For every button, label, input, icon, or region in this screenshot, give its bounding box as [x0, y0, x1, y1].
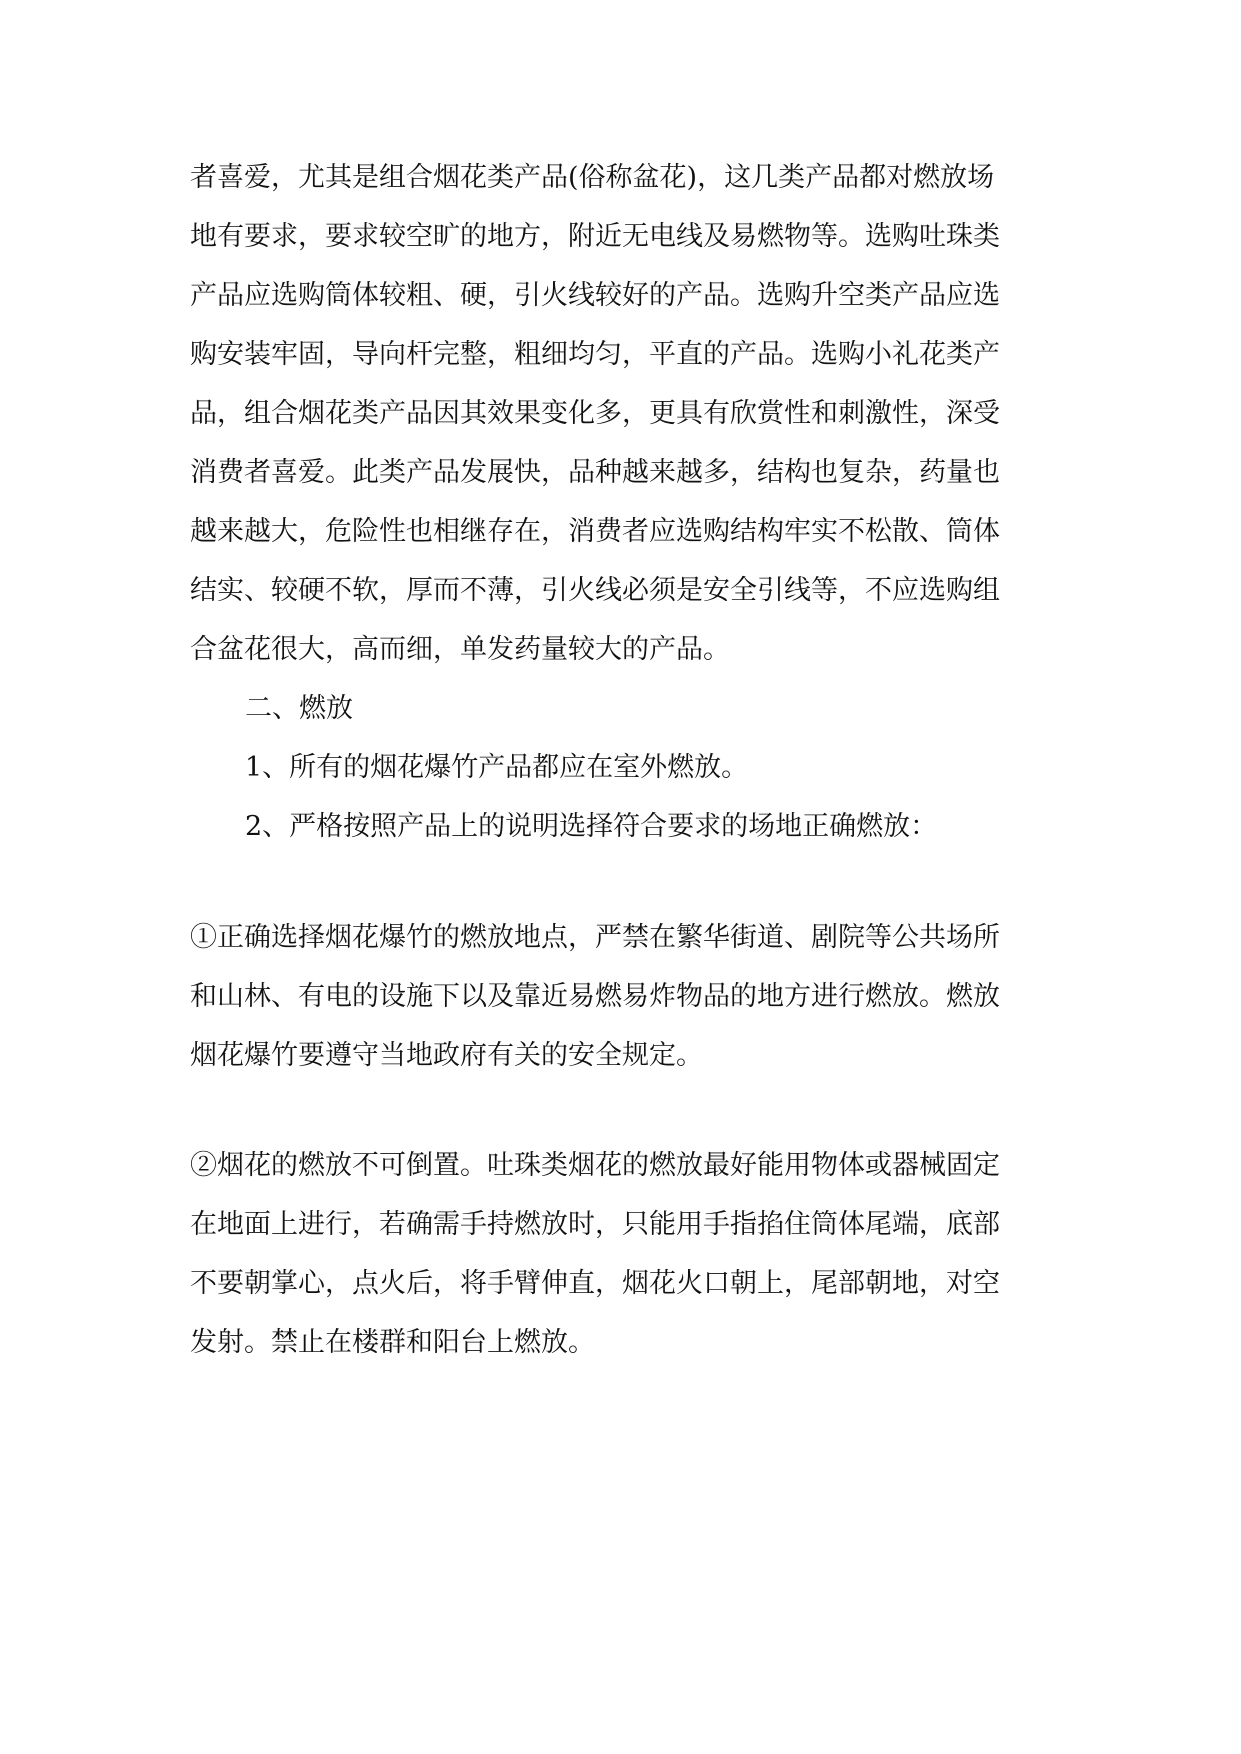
sub-item-line: 不要朝掌心，点火后，将手臂伸直，烟花火口朝上，尾部朝地，对空: [190, 1268, 1000, 1299]
sub-item-line: ①正确选择烟花爆竹的燃放地点，严禁在繁华街道、剧院等公共场所: [190, 922, 1000, 953]
sub-item-line: 发射。禁止在楼群和阳台上燃放。: [190, 1327, 595, 1358]
paragraph-line: 者喜爱，尤其是组合烟花类产品(俗称盆花)，这几类产品都对燃放场: [190, 162, 995, 193]
paragraph-line: 品，组合烟花类产品因其效果变化多，更具有欣赏性和刺激性，深受: [190, 398, 1000, 429]
paragraph-line: 产品应选购筒体较粗、硬，引火线较好的产品。选购升空类产品应选: [190, 280, 1000, 311]
paragraph-line: 合盆花很大，高而细，单发药量较大的产品。: [190, 634, 730, 665]
paragraph-line: 消费者喜爱。此类产品发展快，品种越来越多，结构也复杂，药量也: [190, 457, 1000, 488]
paragraph-line: 结实、较硬不软，厚而不薄，引火线必须是安全引线等，不应选购组: [190, 575, 1000, 606]
list-item-1: 1、所有的烟花爆竹产品都应在室外燃放。: [245, 752, 749, 783]
sub-item-line: 烟花爆竹要遵守当地政府有关的安全规定。: [190, 1040, 703, 1071]
sub-item-line: 和山林、有电的设施下以及靠近易燃易炸物品的地方进行燃放。燃放: [190, 981, 1000, 1012]
list-item-2: 2、严格按照产品上的说明选择符合要求的场地正确燃放：: [245, 811, 938, 842]
paragraph-line: 越来越大，危险性也相继存在，消费者应选购结构牢实不松散、筒体: [190, 516, 1000, 547]
paragraph-line: 地有要求，要求较空旷的地方，附近无电线及易燃物等。选购吐珠类: [190, 221, 1000, 252]
sub-item-line: 在地面上进行，若确需手持燃放时，只能用手指掐住筒体尾端，底部: [190, 1209, 1000, 1240]
paragraph-line: 购安装牢固，导向杆完整，粗细均匀，平直的产品。选购小礼花类产: [190, 339, 1000, 370]
sub-item-line: ②烟花的燃放不可倒置。吐珠类烟花的燃放最好能用物体或器械固定: [190, 1150, 1000, 1181]
section-heading: 二、燃放: [245, 693, 353, 724]
